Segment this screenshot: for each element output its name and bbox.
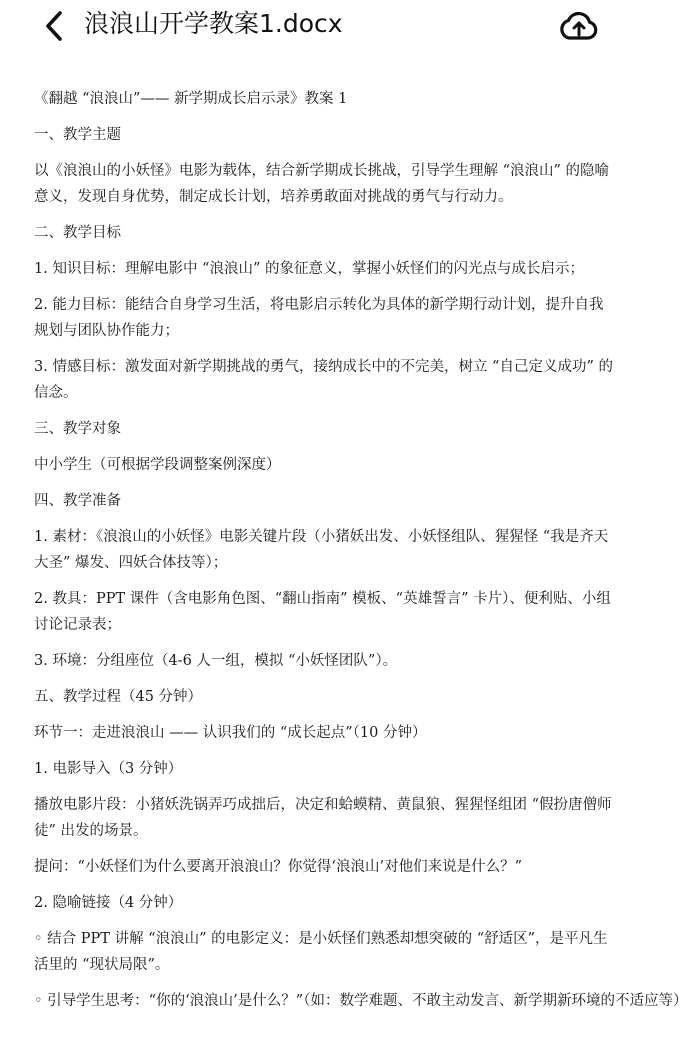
paragraph-movie-clip: 播放电影片段：小猪妖洗锅弄巧成拙后，决定和蛤蟆精、黄鼠狼、猩猩怪组团 “假扮唐僧师徒” 出发的场景。 <box>34 797 612 839</box>
section-heading-prep: 四、教学准备 <box>34 493 121 509</box>
paragraph-movie-intro: 1. 电影导入（3 分钟） <box>34 761 183 777</box>
document-title: 浪浪山开学教案1.docx <box>84 9 343 38</box>
section-heading-process: 五、教学过程（45 分钟） <box>34 689 203 705</box>
doc-title-paragraph: 《翻越 “浪浪山”—— 新学期成长启示录》教案 1 <box>34 91 348 107</box>
paragraph-goal-emotion: 3. 情感目标：激发面对新学期挑战的勇气，接纳成长中的不完美，树立 “自己定义成功” 的信念。 <box>34 359 613 401</box>
document-body <box>34 86 687 1024</box>
paragraph-goal-knowledge: 1. 知识目标：理解电影中 “浪浪山” 的象征意义，掌握小妖怪们的闪光点与成长启示； <box>34 261 584 277</box>
paragraph-ppt-explain: ◦ 结合 PPT 讲解 “浪浪山” 的电影定义：是小妖怪们熟悉却想突破的 “舒适区”，是平凡生活里的 “现状局限”。 <box>34 931 608 973</box>
paragraph-question: 提问：“小妖怪们为什么要离开浪浪山？你觉得‘浪浪山’对他们来说是什么？” <box>34 859 523 875</box>
paragraph-goal-ability: 2. 能力目标：能结合自身学习生活，将电影启示转化为具体的新学期行动计划，提升自我规划与团队协作能力； <box>34 297 604 339</box>
paragraph-stage-one: 环节一：走进浪浪山 —— 认识我们的 “成长起点”（10 分钟） <box>34 725 427 741</box>
section-heading-audience: 三、教学对象 <box>34 421 121 437</box>
cloud-upload-icon <box>558 6 600 46</box>
cloud-upload-button[interactable] <box>558 6 600 46</box>
paragraph-audience: 中小学生（可根据学段调整案例深度） <box>34 457 281 473</box>
back-button[interactable] <box>36 8 76 44</box>
paragraph-guide-think: ◦ 引导学生思考：“你的‘浪浪山’是什么？”（如：数学难题、不敢主动发言、新学期新环境的不适应等） <box>34 993 687 1009</box>
section-heading-goals: 二、教学目标 <box>34 225 121 241</box>
paragraph-prep-environment: 3. 环境：分组座位（4-6 人一组，模拟 “小妖怪团队”）。 <box>34 653 398 669</box>
section-heading-topic: 一、教学主题 <box>34 127 121 143</box>
paragraph-prep-material: 1. 素材：《浪浪山的小妖怪》电影关键片段（小猪妖出发、小妖怪组队、猩猩怪 “我是齐天大圣” 爆发、四妖合体技等）； <box>34 529 609 571</box>
chevron-left-icon <box>36 8 76 44</box>
paragraph-metaphor: 2. 隐喻链接（4 分钟） <box>34 895 183 911</box>
paragraph-topic-text: 以《浪浪山的小妖怪》电影为载体，结合新学期成长挑战，引导学生理解 “浪浪山” 的隐喻意义，发现自身优势，制定成长计划，培养勇敢面对挑战的勇气与行动力。 <box>34 163 610 205</box>
paragraph-prep-tools: 2. 教具：PPT 课件（含电影角色图、“翻山指南” 模板、“英雄誓言” 卡片）、便利贴、小组讨论记录表； <box>34 591 611 633</box>
top-bar <box>0 0 640 60</box>
